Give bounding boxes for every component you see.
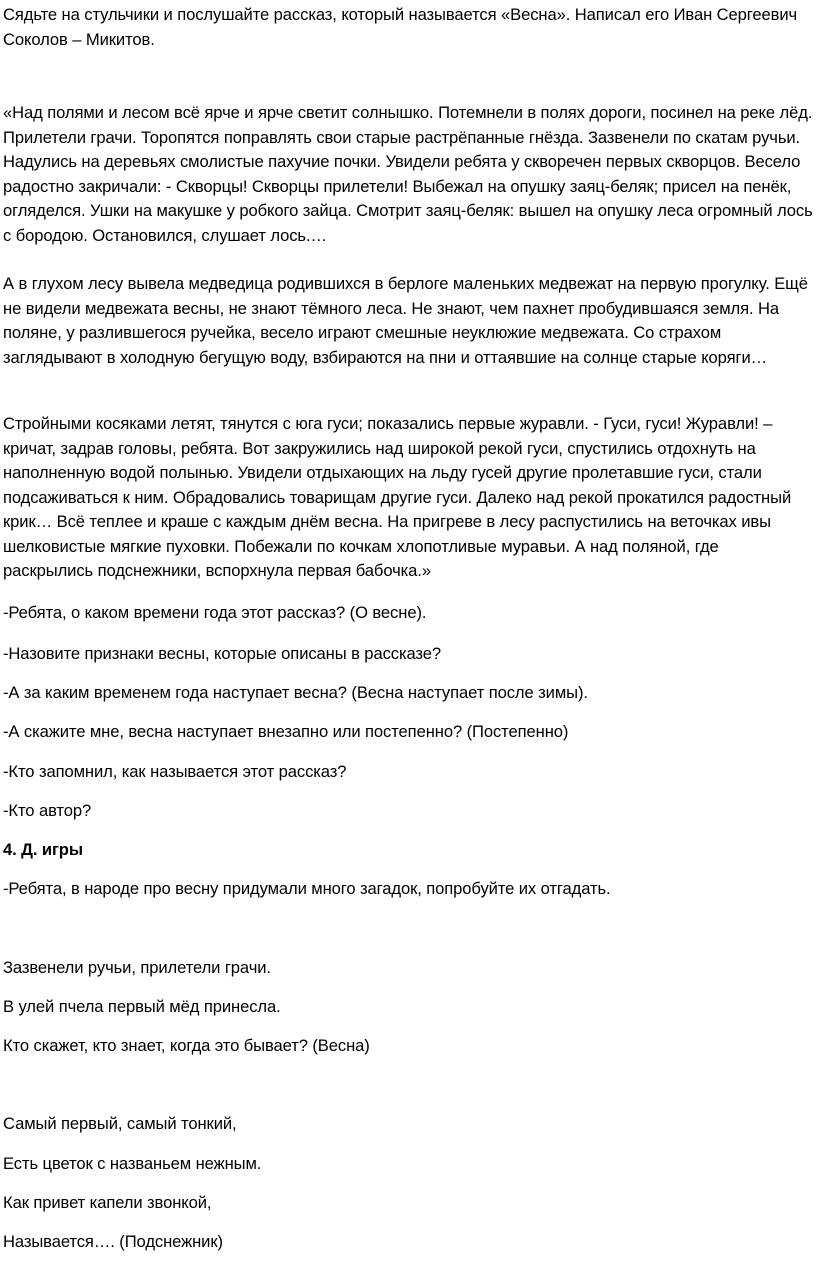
question-story-title: -Кто запомнил, как называется этот рассказ?: [3, 762, 347, 781]
question-signs: -Назовите признаки весны, которые описаны в рассказе?: [3, 644, 442, 663]
section-heading: 4. Д. игры: [3, 840, 83, 859]
question-sudden-or-gradual: -А скажите мне, весна наступает внезапно или постепенно? (Постепенно): [3, 722, 569, 741]
riddles-intro: -Ребята, в народе про весну придумали много загадок, попробуйте их отгадать.: [3, 879, 611, 898]
riddle-1-line-1: Зазвенели ручьи, прилетели грачи.: [3, 958, 271, 977]
riddle-2-line-3: Как привет капели звонкой,: [3, 1193, 212, 1212]
riddle-1-line-2: В улей пчела первый мёд принесла.: [3, 997, 281, 1016]
riddle-2-line-1: Самый первый, самый тонкий,: [3, 1114, 237, 1133]
intro-paragraph: Сядьте на стульчики и послушайте рассказ, который называется «Весна». Написал его Иван Сергеевич Соколов – Микитов.: [3, 5, 798, 49]
riddle-2-line-2: Есть цветок с названьем нежным.: [3, 1154, 262, 1173]
story-paragraph-3: Стройными косяками летят, тянутся с юга гуси; показались первые журавли. - Гуси, гуси! Журавли! – кричат, задрав головы, ребята. Вот закружились над широкой рекой гуси, спустились отдохнуть на наполненную водой полынью. Увидели отдыхающих на льду гусей другие пролетавшие гуси, стали подсаживаться к ним. Обрадовались товарищам другие гуси. Далеко над рекой прокатился радостный крик… Всё теплее и краше с каждым днём весна. На пригреве в лесу распустились на веточках ивы шелковистые мягкие пуховки. Побежали по кочкам хлопотливые муравьи. А над поляной, где раскрылись подснежники, вспорхнула первая бабочка.»: [3, 414, 792, 580]
riddle-2-line-4: Называется…. (Подснежник): [3, 1232, 223, 1251]
question-author: -Кто автор?: [3, 801, 92, 820]
story-paragraph-1: «Над полями и лесом всё ярче и ярче светит солнышко. Потемнели в полях дороги, посинел на реке лёд. Прилетели грачи. Торопятся поправлять свои старые растрёпанные гнёзда. Зазвенели по скатам ручьи. Надулись на деревьях смолистые пахучие почки. Увидели ребята у скворечен первых скворцов. Весело радостно закричали: - Скворцы! Скворцы прилетели! Выбежал на опушку заяц-беляк; присел на пенёк, огляделся. Ушки на макушке у робкого зайца. Смотрит заяц-беляк: вышел на опушку леса огромный лось с бородою. Остановился, слушает лось.…: [3, 103, 813, 245]
story-paragraph-2: А в глухом лесу вывела медведица родившихся в берлоге маленьких медвежат на первую прогулку. Ещё не видели медвежата весны, не знают тёмного леса. Не знают, чем пахнет пробудившаяся земля. На поляне, у разлившегося ручейка, весело играют смешные неуклюжие медвежата. Со страхом заглядывают в холодную бегущую воду, взбираются на пни и оттаявшие на солнце старые коряги…: [3, 274, 808, 367]
question-after-which-season: -А за каким временем года наступает весна? (Весна наступает после зимы).: [3, 683, 588, 702]
question-season: -Ребята, о каком времени года этот рассказ? (О весне).: [3, 603, 427, 622]
riddle-1-line-3: Кто скажет, кто знает, когда это бывает? (Весна): [3, 1036, 370, 1055]
